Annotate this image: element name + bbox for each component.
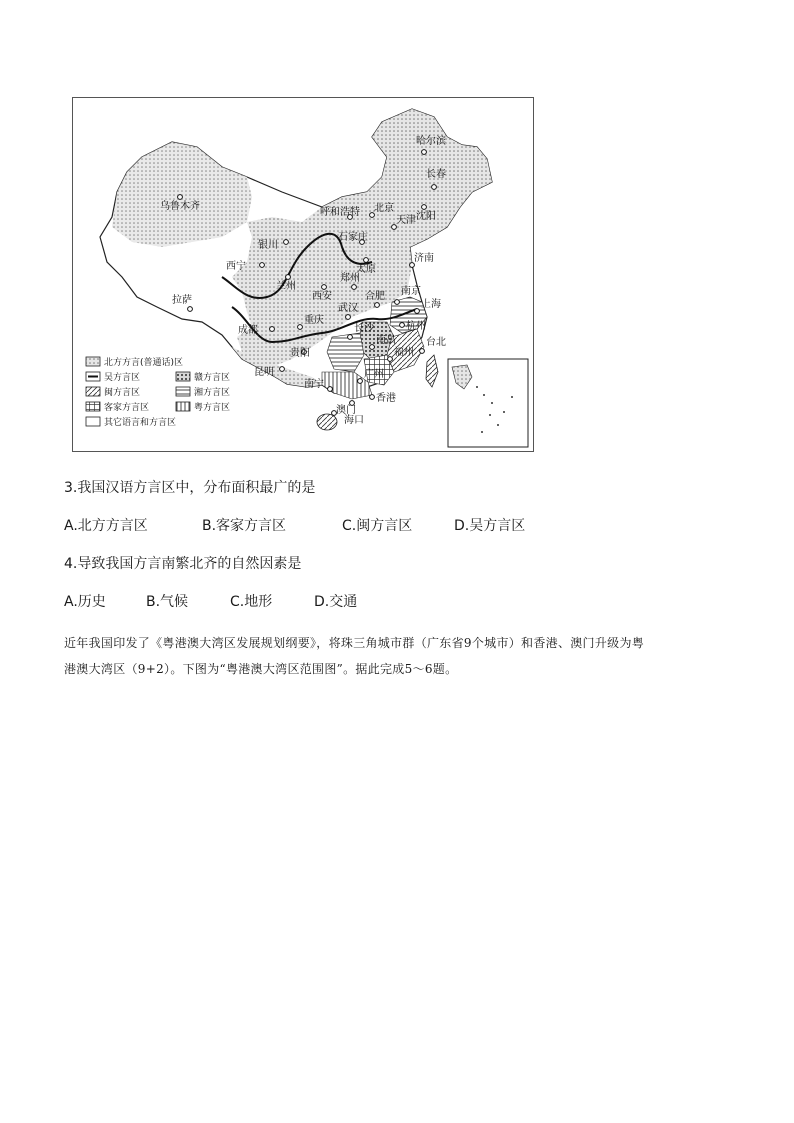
city-marker xyxy=(415,309,420,314)
city-marker xyxy=(286,275,291,280)
city-marker xyxy=(364,258,369,263)
city-label: 济南 xyxy=(414,253,434,264)
city-marker xyxy=(346,315,351,320)
city-marker xyxy=(432,185,437,190)
hainan-island xyxy=(317,414,337,430)
city-label: 拉萨 xyxy=(172,295,192,306)
city-label: 上海 xyxy=(421,299,441,310)
city-label: 贵阳 xyxy=(290,348,310,359)
city-label: 南宁 xyxy=(304,379,324,390)
city-marker xyxy=(375,303,380,308)
city-marker xyxy=(400,323,405,328)
city-label: 北京 xyxy=(374,203,394,214)
legend-label: 粤方言区 xyxy=(194,403,231,413)
city-label: 成都 xyxy=(238,325,258,336)
dialect-map xyxy=(72,97,534,452)
city-marker xyxy=(420,349,425,354)
city-label: 石家庄 xyxy=(338,232,368,243)
city-label: 合肥 xyxy=(365,291,385,302)
city-label: 西宁 xyxy=(226,261,246,272)
question-3-stem: 3.我国汉语方言区中，分布面积最广的是 xyxy=(64,480,316,496)
q3-option-d[interactable]: D.吴方言区 xyxy=(454,518,526,534)
legend-label: 湘方言区 xyxy=(194,388,231,398)
city-marker xyxy=(422,205,427,210)
city-label: 南京 xyxy=(401,286,421,297)
legend-label: 赣方言区 xyxy=(194,373,231,383)
city-label: 哈尔滨 xyxy=(416,136,446,147)
city-marker xyxy=(370,395,375,400)
city-label: 广州 xyxy=(364,369,384,380)
city-label: 太原 xyxy=(356,264,376,275)
city-marker xyxy=(188,307,193,312)
city-label: 兰州 xyxy=(276,281,296,292)
legend-label: 其它语言和方言区 xyxy=(104,418,177,428)
city-label: 天津 xyxy=(396,215,416,226)
intro-line-2: 港澳大湾区（9+2）。下图为“粤港澳大湾区范围图”。据此完成5～6题。 xyxy=(64,662,458,676)
legend-swatch xyxy=(86,402,100,411)
dialect-map-svg xyxy=(72,97,534,452)
city-label: 昆明 xyxy=(254,367,274,378)
city-marker xyxy=(370,345,375,350)
legend-swatch xyxy=(176,402,190,411)
city-label: 沈阳 xyxy=(416,211,436,222)
city-marker xyxy=(388,357,393,362)
question-4-stem: 4.导致我国方言南繁北齐的自然因素是 xyxy=(64,556,302,572)
legend-swatch xyxy=(176,387,190,396)
city-label: 福州 xyxy=(394,347,414,358)
q3-option-a[interactable]: A.北方方言区 xyxy=(64,518,148,534)
city-label: 武汉 xyxy=(338,303,358,314)
legend-label: 闽方言区 xyxy=(104,388,141,398)
city-label: 香港 xyxy=(376,393,396,404)
city-label: 杭州 xyxy=(406,321,426,332)
city-label: 乌鲁木齐 xyxy=(160,201,200,212)
city-label: 南昌 xyxy=(376,335,396,346)
intro-paragraph xyxy=(64,630,734,682)
city-marker xyxy=(284,240,289,245)
legend-swatch xyxy=(86,357,100,366)
city-label: 重庆 xyxy=(304,315,324,326)
city-label: 长春 xyxy=(426,169,446,180)
city-marker xyxy=(348,335,353,340)
city-marker xyxy=(178,195,183,200)
legend-swatch xyxy=(86,417,100,426)
city-marker xyxy=(260,263,265,268)
legend-label: 北方方言(普通话)区 xyxy=(104,358,184,368)
city-label: 台北 xyxy=(426,337,446,348)
city-label: 郑州 xyxy=(340,273,360,284)
q3-option-b[interactable]: B.客家方言区 xyxy=(202,518,287,534)
city-marker xyxy=(395,300,400,305)
city-marker xyxy=(352,285,357,290)
q3-option-c[interactable]: C.闽方言区 xyxy=(342,518,413,534)
city-label: 澳门 xyxy=(336,405,356,416)
legend-swatch xyxy=(86,387,100,396)
city-marker xyxy=(358,379,363,384)
legend-label: 客家方言区 xyxy=(104,403,150,413)
legend-swatch xyxy=(176,372,190,381)
intro-line-1: 近年我国印发了《粤港澳大湾区发展规划纲要》，将珠三角城市群（广东省9个城市）和香港、澳门升级为粤 xyxy=(64,636,645,650)
legend-label: 吴方言区 xyxy=(104,373,141,383)
city-label: 银川 xyxy=(258,240,278,251)
q4-option-d[interactable]: D.交通 xyxy=(314,594,358,610)
q4-option-b[interactable]: B.气候 xyxy=(146,594,189,610)
q4-option-a[interactable]: A.历史 xyxy=(64,594,106,610)
city-marker xyxy=(298,325,303,330)
city-marker xyxy=(280,367,285,372)
city-label: 呼和浩特 xyxy=(320,207,360,218)
city-marker xyxy=(422,150,427,155)
city-marker xyxy=(270,327,275,332)
city-marker xyxy=(332,411,337,416)
q4-option-c[interactable]: C.地形 xyxy=(230,594,273,610)
city-marker xyxy=(322,285,327,290)
city-marker xyxy=(328,387,333,392)
city-label: 西安 xyxy=(312,291,332,302)
city-label: 长沙 xyxy=(354,323,374,334)
city-label: 海口 xyxy=(344,415,364,426)
